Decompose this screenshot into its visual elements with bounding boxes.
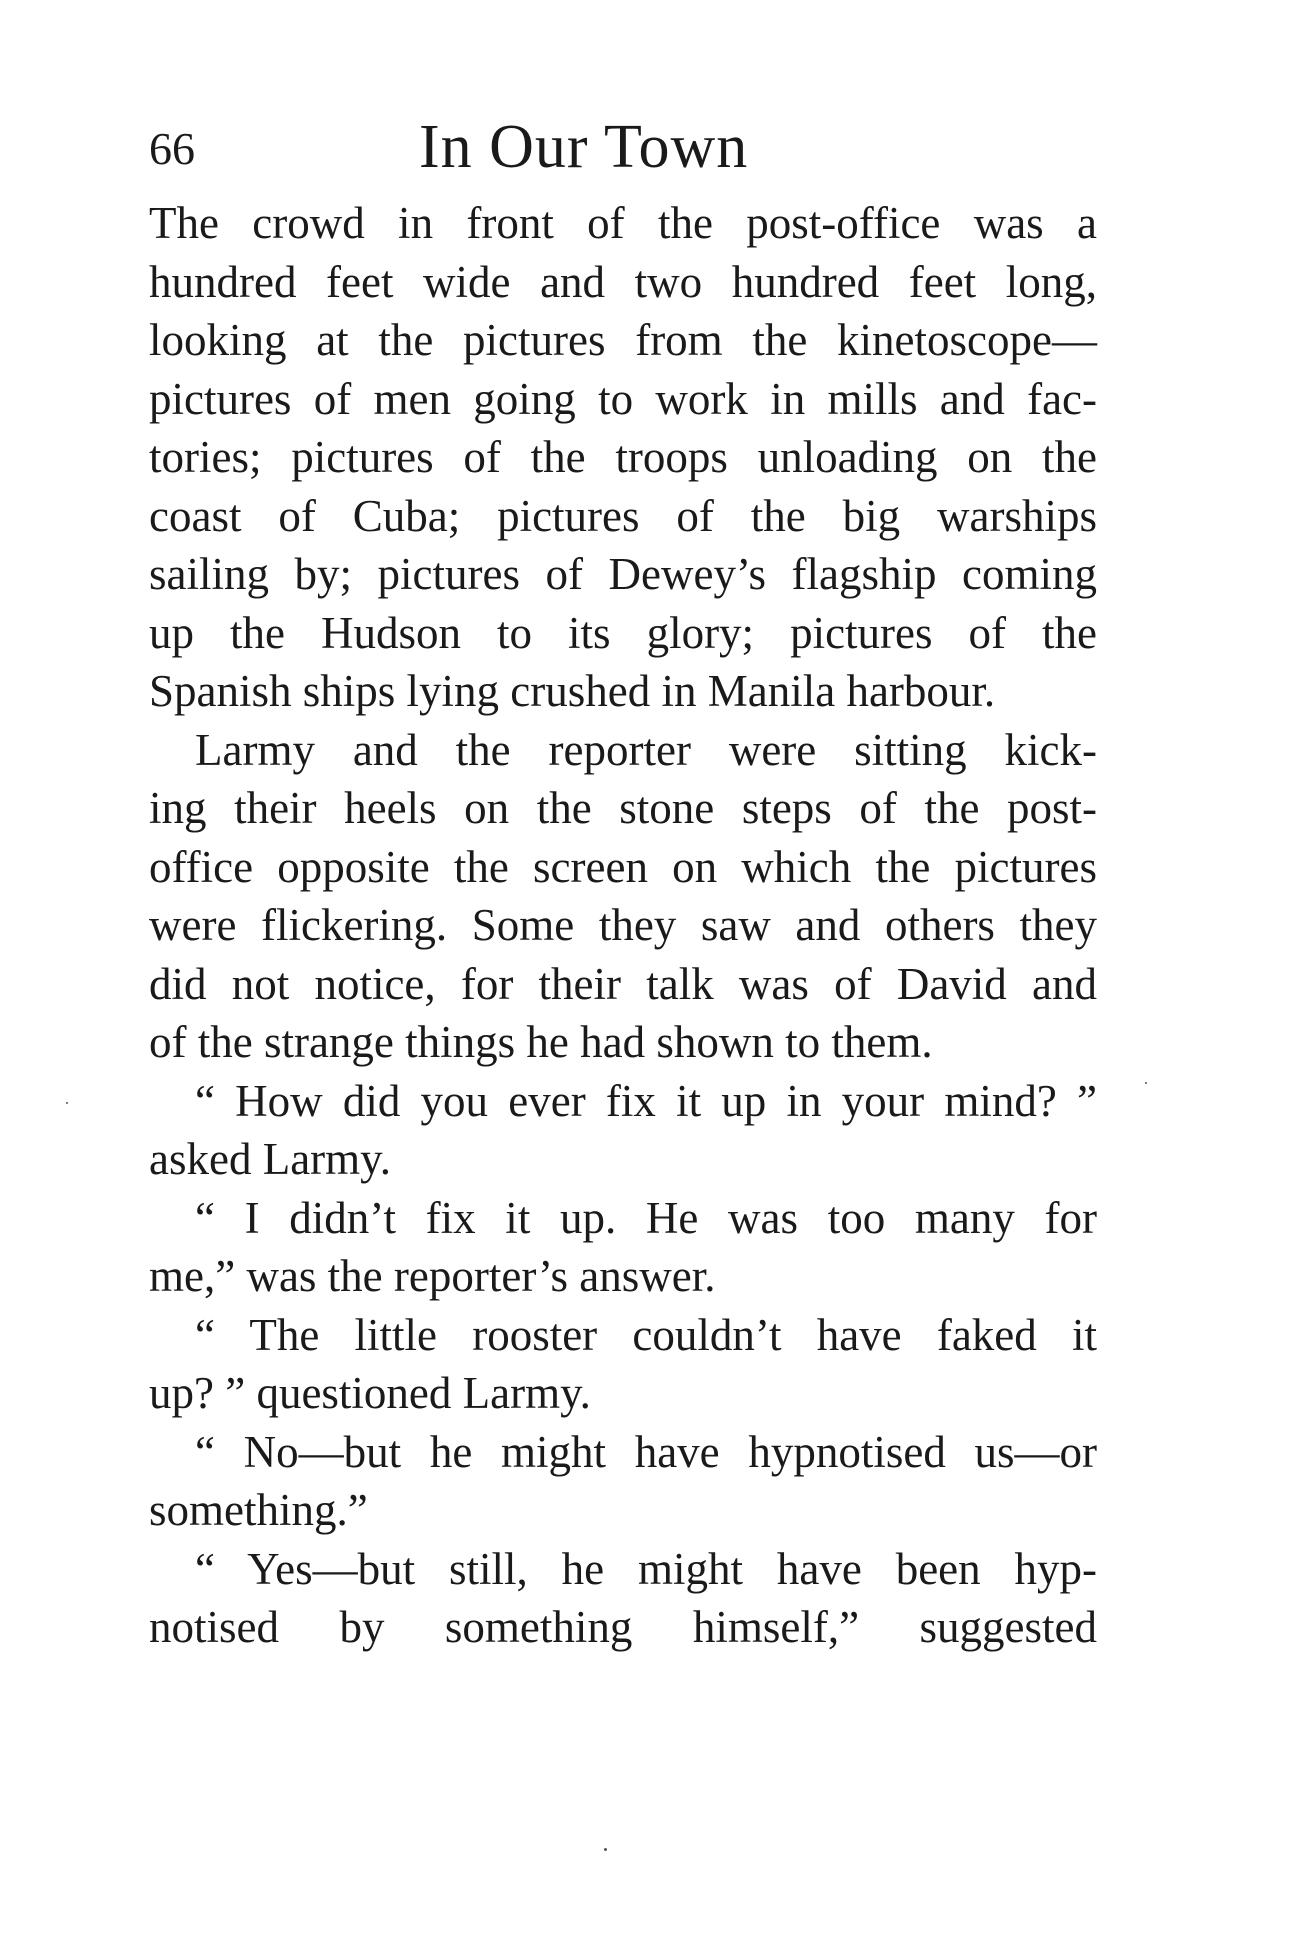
- text-line: sailing by; pictures of Dewey’s flagship coming: [149, 549, 1097, 599]
- paper-speck: [1145, 1082, 1147, 1084]
- page-number: 66: [149, 123, 195, 174]
- text-line: pictures of men going to work in mills and fac-: [149, 373, 1097, 424]
- text-line: did not notice, for their talk was of David and: [149, 958, 1097, 1009]
- running-title: In Our Town: [419, 113, 749, 181]
- text-line: asked Larmy.: [149, 1134, 391, 1184]
- text-line: “ I didn’t fix it up. He was too many for: [195, 1192, 1097, 1243]
- text-line: something.”: [149, 1485, 368, 1535]
- paper-speck: [66, 1102, 68, 1104]
- page-header: [149, 112, 1079, 192]
- text-line: Spanish ships lying crushed in Manila harbour.: [149, 666, 996, 716]
- text-line: The crowd in front of the post-office was a: [149, 198, 1097, 248]
- text-line: ing their heels on the stone steps of the post-: [149, 783, 1097, 833]
- text-line: “ The little rooster couldn’t have faked it: [195, 1309, 1097, 1360]
- text-line: me,” was the reporter’s answer.: [149, 1251, 716, 1301]
- text-line: “ How did you ever fix it up in your mind? ”: [195, 1075, 1097, 1126]
- text-line: office opposite the screen on which the pictures: [149, 841, 1097, 892]
- paper-speck: [604, 1848, 607, 1851]
- text-line: coast of Cuba; pictures of the big warships: [149, 490, 1097, 541]
- text-line: tories; pictures of the troops unloading on the: [149, 432, 1097, 482]
- text-line: “ No—but he might have hypnotised us—or: [195, 1426, 1097, 1477]
- text-line: of the strange things he had shown to them.: [149, 1017, 933, 1067]
- text-line: hundred feet wide and two hundred feet long,: [149, 256, 1097, 307]
- text-line: “ Yes—but still, he might have been hyp-: [195, 1543, 1097, 1594]
- text-line: up the Hudson to its glory; pictures of the: [149, 607, 1097, 658]
- body-text: [149, 194, 1097, 1657]
- text-line: Larmy and the reporter were sitting kick-: [195, 724, 1097, 775]
- text-line: up? ” questioned Larmy.: [149, 1368, 591, 1418]
- text-line: looking at the pictures from the kinetoscope—: [149, 315, 1097, 365]
- text-line: notised by something himself,” suggested: [149, 1602, 1097, 1652]
- text-line: were flickering. Some they saw and others they: [149, 900, 1097, 950]
